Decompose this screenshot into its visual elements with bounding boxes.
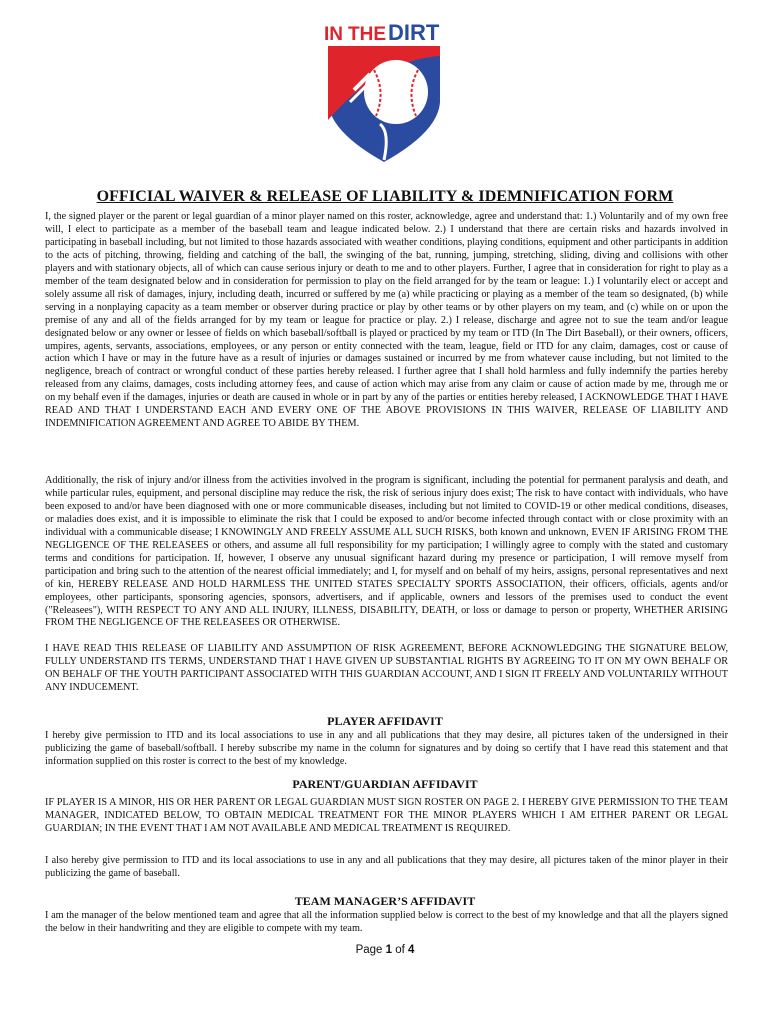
player-affidavit-text: I hereby give permission to ITD and its local associations to use in any and all publications that they may desire, all pictures taken of the undersigned in their publicizing the game of baseball/softball. I hereby subscribe my name in the column for signatures and by doing so certify that I have read this statement and that information supplied on this roster is correct to the best of my knowledge. [45,730,728,767]
page-total: 4 [408,944,415,956]
parent-affidavit-text-1: IF PLAYER IS A MINOR, HIS OR HER PARENT OR LEGAL GUARDIAN MUST SIGN ROSTER ON PAGE 2. I HEREBY GIVE PERMISSION TO THE TEAM MANAGER, INDICATED BELOW, TO OBTAIN MEDICAL TREATMENT FOR THE MINOR PLAYERS WHICH I AM EITHER PARENT OR LEGAL GUARDIAN; IN THE EVENT THAT I AM NOT AVAILABLE AND MEDICAL TREATMENT IS REQUIRED. [45,797,728,834]
logo-text-the: THE [348,24,386,45]
waiver-paragraph-3: I HAVE READ THIS RELEASE OF LIABILITY AND ASSUMPTION OF RISK AGREEMENT, BEFORE ACKNOWLEDGING THE SIGNATURE BELOW, FULLY UNDERSTAND ITS TERMS, UNDERSTAND THAT I HAVE GIVEN UP SUBSTANTIAL RIGHTS BY AGREEING TO IT ON MY OWN BEHALF OR ON BEHALF OF THE YOUTH PARTICIPANT ASSOCIATED WITH THIS GUARDIAN ACCOUNT, AND I SIGN IT FREELY AND VOLUNTARILY WITHOUT ANY INDUCEMENT. [45,643,728,693]
page-of-word: of [395,944,405,956]
form-title: OFFICIAL WAIVER & RELEASE OF LIABILITY & IDEMNIFICATION FORM [96,188,674,205]
page-current: 1 [385,944,393,956]
page-word: Page [355,944,383,956]
waiver-paragraph-1: I, the signed player or the parent or legal guardian of a minor player named on this roster, acknowledge, agree and understand that: 1.) Voluntarily and of my own free will, I elect to participate as a member of the baseball team and league indicated below. 2.) I understand that there are certain risks and hazards involved in participating in baseball including, but not limited to those hazards associated with weather conditions, playing conditions, equipment and other participants in addition to the acts of pitching, throwing, fielding and catching of the ball, the swinging of the bat, running, jumping, stretching, sliding, diving and collisions with other players and with stationary objects, all of which can cause serious injury or death to me and to other players. Further, I agree that in consideration for right to play as a member of the team designated below and in consideration for permission to play on the field arranged for by the team or league: 1.) I voluntarily elect or accept and solely assume all risk of damages, injury, including death, incurred or suffered by me (a) while practicing or playing as a member of the team so designated, (b) while serving in a nonplaying capacity as a team member or observer during practice or play by other teams or by other players on my team, and (c) while on or upon the premise of any and all of the fields arranged for by my team or league for practice or play. 2.) I release, discharge and agree not to sue the team and/or league designated below or any owner or lessee of fields on which baseball/softball is played or practiced by my team or ITD (In The Dirt Baseball), or their owners, officers, umpires, agents, servants, associations, employees, or any person or entity connected with the team, league, field or ITD for any claim, damages, cost or cause of action which I have or may in the future have as a result of injuries or damages sustained or incurred by me from whatever cause including, but not limited to the negligence, breach of contract or wrongful conduct of these parties hereby released. I further agree that I shall hold harmless and fully indemnify the parties hereby released from any claims, damages, costs including attorney fees, and cause of action which may arise from any claim or cause of action made by me, through me or on my behalf even if the damages, injuries or death are caused in whole or in part by any of the parties or entities hereby released, I ACKNOWLEDGE THAT I HAVE READ AND THAT I UNDERSTAND EACH AND EVERY ONE OF THE ABOVE PROVISIONS IN THIS WAIVER, RELEASE OF LIABILITY AND INDEMNIFICATION AGREEMENT AND AGREE TO ABIDE BY THEM. [45,211,728,430]
page-number [0,944,770,956]
manager-affidavit-text: I am the manager of the below mentioned team and agree that all the information supplied below is correct to the best of my knowledge and that all the players signed the below in their handwriting and they are eligible to compete with my team. [45,910,728,934]
player-affidavit-heading: PLAYER AFFIDAVIT [327,714,443,728]
waiver-paragraph-2: Additionally, the risk of injury and/or illness from the activities involved in the program is significant, including the potential for permanent paralysis and death, and while particular rules, equipment, and personal discipline may reduce the risk, the risk of serious injury does exist; The risk to have contact with individuals, who have been exposed to and/or have been diagnosed with one or more communicable diseases, including but not limited to COVID-19 or other medical conditions, diseases, or maladies does exist, and it is impossible to eliminate the risk that I could be exposed to and/or become infected through contact with or close proximity with an individual with a communicable disease; I KNOWINGLY AND FREELY ASSUME ALL SUCH RISKS, both known and unknown, EVEN IF ARISING FROM THE NEGLIGENCE OF THE RELEASEES or others, and assume all full responsibility for my participation; I willingly agree to comply with the stated and customary terms and conditions for participation. If, however, I observe any unusual significant hazard during my presence or participation, I will remove myself from participation and bring such to the attention of the nearest official immediately; and I, for myself and on behalf of my heirs, assigns, personal representatives and next of kin, HEREBY RELEASE AND HOLD HARMLESS THE UNITED STATES SPECIALTY SPORTS ASSOCIATION, their officers, officials, agents and/or employees, other participants, sponsoring agencies, sponsors, advertisers, and if applicable, owners and lessors of the premises used to conduct the event ("Releasees"), WITH RESPECT TO ANY AND ALL INJURY, ILLNESS, DISABILITY, DEATH, or loss or damage to person or property, WHETHER ARISING FROM THE NEGLIGENCE OF THE RELEASEES OR OTHERWISE. [45,475,728,629]
baseball-shield-icon [328,46,440,162]
parent-affidavit-heading: PARENT/GUARDIAN AFFIDAVIT [292,777,478,791]
logo-text-in: IN [324,24,343,45]
in-the-dirt-logo [320,20,448,164]
manager-affidavit-heading: TEAM MANAGER’S AFFIDAVIT [294,894,476,908]
parent-affidavit-text-2: I also hereby give permission to ITD and its local associations to use in any and all publications that they may desire, all pictures taken of the minor player in their publicizing the game of baseball. [45,855,728,879]
logo-text-dirt: DIRT [388,20,440,45]
